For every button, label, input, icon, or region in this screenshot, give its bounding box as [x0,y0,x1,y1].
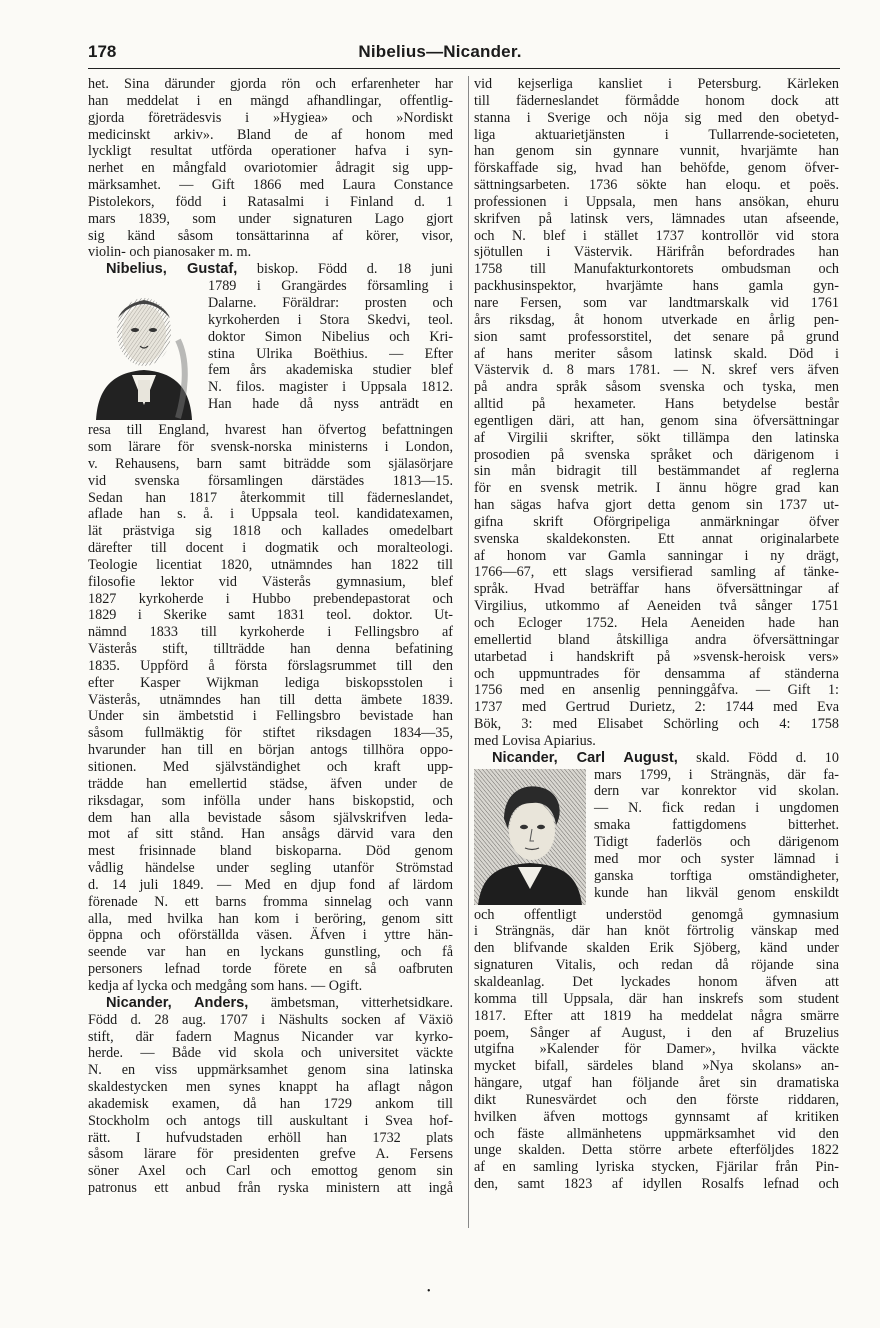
text-line: nerhet en mångfald ovariotomier ådragit sig upp- [88,160,453,177]
text-line: kyrkoherden i Stora Skedvi, teol. [208,311,453,328]
text-line: han sägas hafva gjort detta genom sin 1737 ut- [474,497,839,514]
text-line: Han hade då nyss anträdt en [208,396,453,413]
text-line: mycket bifall, särdeles bland »Nya skolans» an- [474,1058,839,1075]
text-line: v. Rehausens, barn samt biträdde som själasörjare [88,455,453,472]
headword: Nicander, Carl August, [492,749,678,766]
text-line: filosofie lektor vid Västerås gymnasium, blef [88,573,453,590]
text-line: 1817. Efter att 1819 ha meddelat några smärre [474,1007,839,1024]
text-line: 1789 i Grangärdes församling i [208,278,453,295]
text-line: 1766—67, ett slags versifierad samling af tänke- [474,564,839,581]
headword: Nicander, Anders, [106,994,249,1011]
text-line: aflade han s. å. i Uppsala teol. kandidatexamen, [88,506,453,523]
text-line: sin mån bidragit till bestämmandet af reglerna [474,463,839,480]
text-line: stanna i Sverige och nöja sig med den obetyd- [474,109,839,126]
text-line: af honom var Gamla sanningar i ny drägt, [474,547,839,564]
text-line: i Strängnäs, där han knöt förtrolig vänskap med [474,923,839,940]
text-line: af en samling lyriska stycken, Fjärilar från Pin- [474,1159,839,1176]
text-line: den blifvande skalden Erik Sjöberg, känd under [474,940,839,957]
text-line: sjötullen i Västervik. Härifrån befordrades han [474,244,839,261]
text-line: skrifven på latinsk vers, lämnades utan afseende, [474,210,839,227]
text-line: och fäste allmänhetens uppmärksamhet vid den [474,1125,839,1142]
text-line: nämnd 1833 till kyrkoherde i Fellingsbro af [88,624,453,641]
footer-mark: • [427,1286,431,1297]
text-line: och offentligt understöd genomgå gymnasium [474,906,839,923]
text-line: medicinskt arkiv». Bland de af honom med [88,126,453,143]
portrait-gustaf-nibelius [88,280,200,420]
text-line: Tidigt faderlös och därigenom [594,833,839,850]
text-line: den, samt 1823 af idyllen Rosalfs lefnad och [474,1176,839,1193]
entry-nicander-anders [88,995,453,1197]
text-line: het. Sina därunder gjorda rön och erfarenheter har [88,76,453,92]
text-line: Född d. 28 aug. 1707 i Näshults socken af Växiö [88,1011,453,1028]
text-line: skaldeanlag. Det lyckades honom äfven att [474,973,839,990]
text-line: trädde han emellertid städse, äfven under de [88,775,453,792]
text-line: Västervik d. 8 mars 1781. — N. skref vers äfven [474,362,839,379]
text-line: stift, där fadern Magnus Nicander var kyrko- [88,1028,453,1045]
column-divider [468,76,469,1228]
page-number: 178 [88,42,117,61]
right-column [474,76,839,1193]
text-line: mars 1839, som under signaturen Lago gjort [88,210,453,227]
text-line: alla, med hvilka han kom i beröring, genom sitt [88,910,453,927]
entry-nicander-carl-august [474,750,839,1193]
text-line: packhusinspektor, hvarjämte hans gamla gyn- [474,278,839,295]
text-line: kedja af lycka och medgång som hans. — Ogift. [88,977,363,994]
text-line: utgifna »Kalender för Damer», hvilka väckte [474,1041,839,1058]
entry-continuation [88,76,453,261]
text-line: liga aktuarietjänsten i Tullarrende-societeten, [474,126,839,143]
text-line: års riksdag, åt honom utverkade en årlig pen- [474,311,839,328]
text-line: mot af sitt stånd. Han ansågs därvid vara den [88,826,453,843]
text-line: d. 14 juli 1849. — Med en djup fond af lärdom [88,876,453,893]
text-line: fem års akademiska studier blef [208,362,453,379]
text-line: doktor Simon Nibelius och Kri- [208,328,453,345]
text-line: därefter till docent i dogmatik och moralteologi. [88,540,453,557]
text-line: han meddelat i en mängd afhandlingar, offentlig- [88,92,453,109]
text-line: såsom fullmäktig för stiftet riksdagen 1834—35, [88,725,453,742]
text-line: förenade N. ett barns fromma sinnelag och vann [88,893,453,910]
text-line: Sedan han 1817 återkommit till fäderneslandet, [88,489,453,506]
text-line: prosodien på svenska språket och därigenom i [474,446,839,463]
text-line: seende var han en lyckans gunstling, och få [88,944,453,961]
entry-headline: Nibelius, Gustaf, biskop. Född d. 18 juni [106,261,453,278]
text-line: ganska torftiga omständigheter, [594,867,839,884]
text-line: vid kejserliga kansliet i Petersburg. Kärleken [474,76,839,92]
text-line: dikt Runesvärdet och den förste riddaren, [474,1091,839,1108]
text-line: 1737 med Gertrud Durietz, 2: 1744 med Eva [474,699,839,716]
text-line: såsom lärare för presidenten grefve A. Fersens [88,1146,453,1163]
text-line: Bök, 3: med Elisabet Schörling och 4: 1758 [474,716,839,733]
text-line: med Lovisa Apiarius. [474,732,596,749]
text-line: öppna och oförställda väsen. Äfven i yttre hän- [88,927,453,944]
text-line: emellertid bland åtskilliga andra öfversättningar [474,631,839,648]
text-line: N. filos. magister i Uppsala 1812. [208,379,453,396]
entry-headline: Nicander, Carl August, skald. Född d. 10 [492,749,839,766]
text-line: akademisk examen, då han 1729 ankom till [88,1095,453,1112]
text-line: unge skalden. Detta större arbete efterföljdes 1822 [474,1142,839,1159]
text-line: af Virgilii skrifter, sökt tillämpa den latinska [474,429,839,446]
text-line: Västerås stift, tillträdde han denna befatining [88,641,453,658]
text-line: komma till Uppsala, där han inskrefs som student [474,990,839,1007]
text-line: Dalarne. Föräldrar: prosten och [208,294,453,311]
text-line: och N. blef i stället 1737 kontrollör vid stora [474,227,839,244]
text-line: mars 1799, i Strängnäs, där fa- [594,766,839,783]
text-line: personers lefnad torde förete en så oafbruten [88,961,453,978]
text-line: dem han alla bevistade såsom självskrifven leda- [88,809,453,826]
portrait-carl-august-nicander [474,769,586,905]
text-line: gifna skrift Oförgripeliga anmärkningar öfver [474,513,839,530]
headword: Nibelius, Gustaf, [106,261,238,278]
text-line: 1756 med en ansenlig penninggåfva. — Gift 1: [474,682,839,699]
text-line: sättningsarbeten. 1736 sökte han eloqu. et poës. [474,177,839,194]
text-line: nare Fersen, som var landtmarskalk vid 1761 [474,294,839,311]
text-line: skaldestycken men synes knappt ha aflagt någon [88,1079,453,1096]
text-line: för en svensk metrik. I ännu högre grad kan [474,480,839,497]
text-line: Stockholm och antogs till auskultant i Svea hof- [88,1112,453,1129]
text-line: riksdagar, som infölla under hans biskopstid, och [88,792,453,809]
text-line: märksamhet. — Gift 1866 med Laura Constance [88,177,453,194]
text-line: lyckligt resultat utförda operationer hafva i syn- [88,143,453,160]
text-line: smaka fattigdomens bitterhet. [594,817,839,834]
text-line: förskaffade sig, hvad han behöfde, genom öfver- [474,160,839,177]
text-line: hängare, utgaf han följande året sin dramatiska [474,1075,839,1092]
text-line: språk. Hvad beträffar hans öfversättningar af [474,581,839,598]
entry-headline: Nicander, Anders, ämbetsman, vitterhetsidkare. [106,994,453,1011]
text-line: mest frisinnade bland biskoparna. Död genom [88,843,453,860]
text-line: af hans meriter såsom latinsk skald. Död i [474,345,839,362]
text-line: dern var konrektor vid skolan. [594,783,839,800]
text-line: utarbetad i handskrift på »svensk-heroisk vers» [474,648,839,665]
text-line: violin- och pianosaker m. m. [88,244,252,261]
text-line: hvarunder han till en början antogs tillhöra oppo- [88,742,453,759]
text-line: efter Kasper Wijkman lediga biskopsstolen i [88,674,453,691]
text-line: resa till England, hvarest han öfvertog befattningen [88,422,453,439]
text-line: 1827 kyrkoherde i Hubbo prebendepastorat och [88,590,453,607]
text-line: och uppmuntrades för densamma af ständerna [474,665,839,682]
entry-nibelius-gustaf [88,261,453,995]
left-column [88,76,453,1197]
text-line: Virgilius, utkommo af Aeneiden två sånger 1751 [474,598,839,615]
text-line: egentligen däri, att han, genom sina öfversättningar [474,412,839,429]
text-line: rätt. I hufvudstaden erhöll han 1732 plats [88,1129,453,1146]
text-line: 1829 i Skerike samt 1831 teol. doktor. Ut- [88,607,453,624]
text-line: 1758 till Manufakturkontorets ombudsman och [474,261,839,278]
text-line: som lärare för svensk-norska ministerns i London, [88,438,453,455]
text-line: vådlig händelse under segling utanför Strömstad [88,860,453,877]
text-line: lät prästviga sig 1818 och kallades omedelbart [88,523,453,540]
text-line: kunde han likväl genom enskildt [594,884,839,901]
entry-continuation [474,76,839,750]
text-line: N. en viss uppmärksamhet genom sina latinska [88,1062,453,1079]
text-line: Västerås, utnämndes han till detta ämbete 1839. [88,691,453,708]
header-rule [88,68,840,69]
text-line: patronus ett anbud från ryska ministern att ingå [88,1180,453,1197]
text-line: Teologie licentiat 1820, utnämndes han 1822 till [88,556,453,573]
text-line: sitionen. Med självständighet och kraft upp- [88,759,453,775]
text-line: alltid på hexameter. Hans betydelse består [474,396,839,413]
text-line: — N. fick redan i ungdomen [594,800,839,817]
text-line: herde. — Både vid skola och universitet väckte [88,1045,453,1062]
text-line: vid svenska församlingen därstädes 1813—15. [88,472,453,489]
text-line: till fäderneslandet förmådde honom dock att [474,92,839,109]
text-line: sig känd såsom tonsättarinna af körer, visor, [88,227,453,244]
text-line: stina Ulrika Boëthius. — Efter [208,345,453,362]
text-line: Pistolekors, född i Ratasalmi i Finland d. 1 [88,193,453,210]
text-line: på andra språk såsom svenska och tyska, men [474,379,839,396]
text-line: 1835. Uppförd å första förslagsrummet till den [88,657,453,674]
text-line: gjorda företrädesvis i »Hygiea» och »Nordiskt [88,109,453,126]
text-line: sion samt professorstitel, det senare på grund [474,328,839,345]
text-line: och Ecloger 1752. Hela Aeneiden hade han [474,615,839,631]
text-line: poem, Sånger af August, i den af Bruzelius [474,1024,839,1041]
text-line: svenska skaldekonsten. Ett annat originalarbete [474,530,839,547]
text-line: signaturen Vitalis, och redan då röjande sina [474,957,839,974]
running-head: Nibelius—Nicander. [358,42,522,61]
text-line: han genom sin gynnare vunnit, hvarjämte han [474,143,839,160]
text-line: professionen i Uppsala, men hans ansökan, ehuru [474,193,839,210]
text-line: med mor och syster lämnad i [594,850,839,867]
text-line: söner Axel och Carl och emottog genom sin [88,1163,453,1180]
text-line: Under sin ämbetstid i Fellingsbro bevistade han [88,708,453,725]
text-line: hvilken äfven mottogs gynnsamt af kritiken [474,1108,839,1125]
